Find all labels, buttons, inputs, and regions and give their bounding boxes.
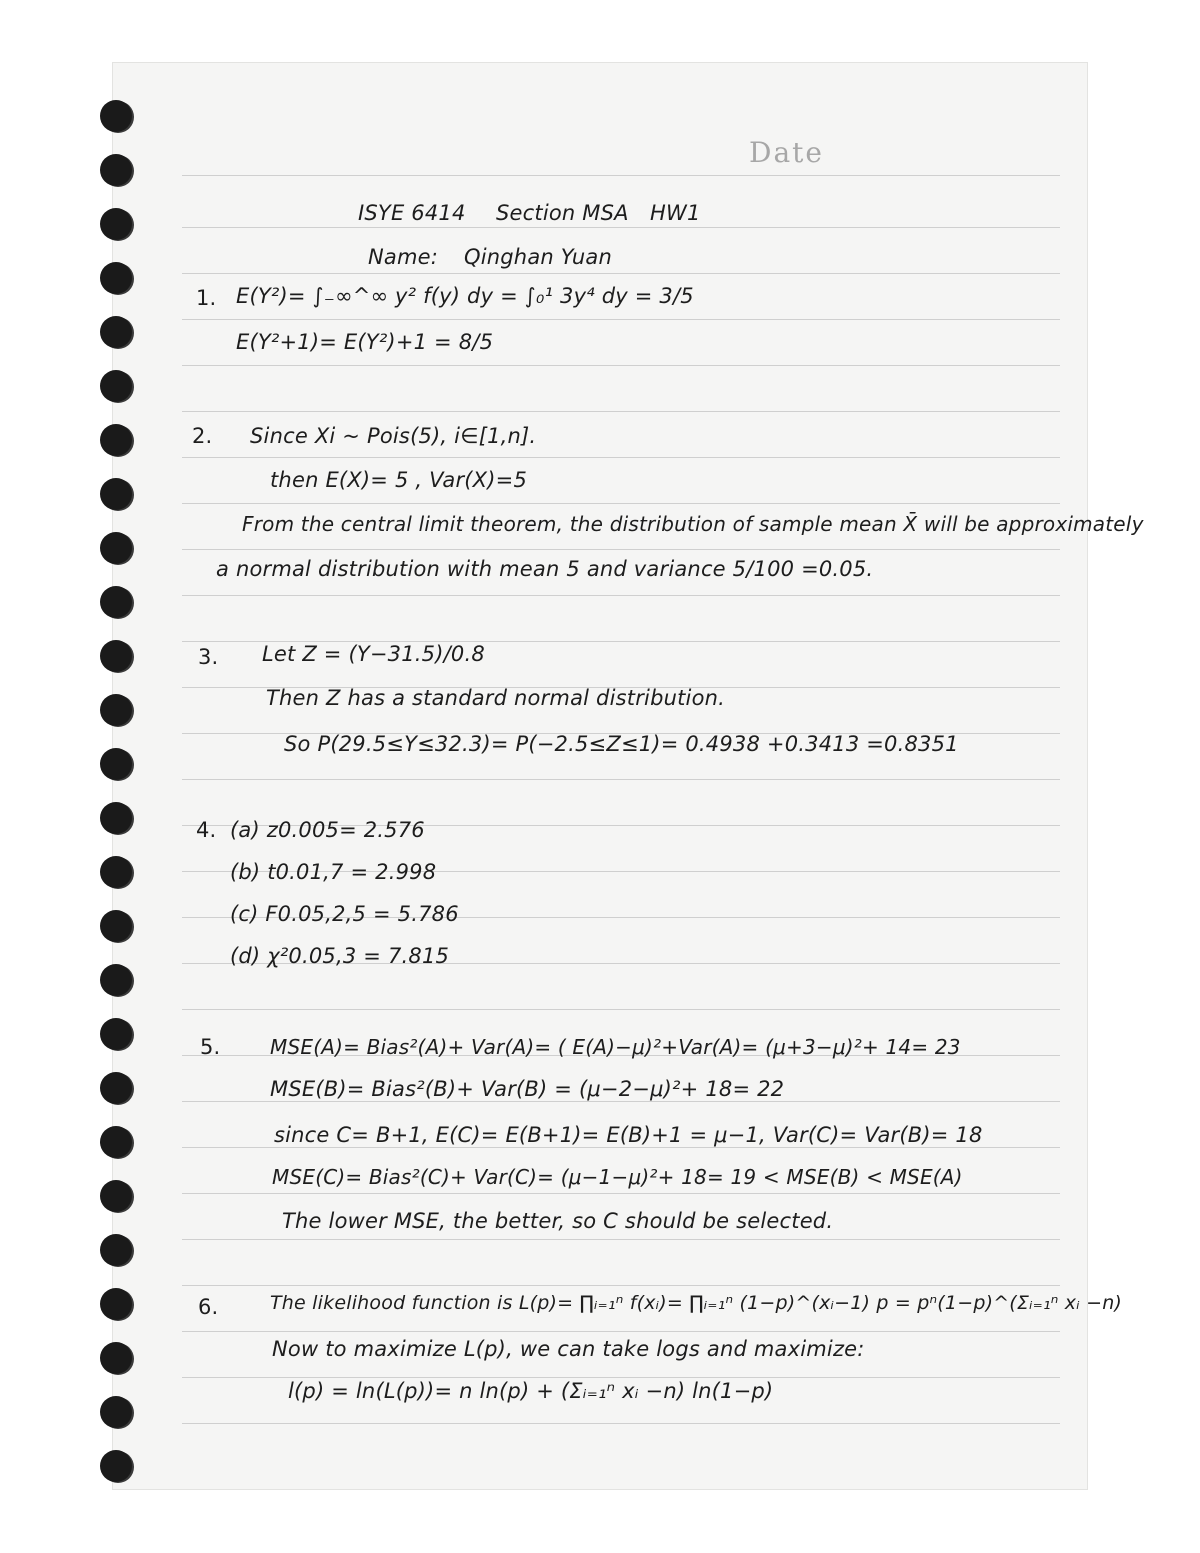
problem-2-line-1: Since Xi ~ Pois(5), i∈[1,n].	[250, 424, 537, 448]
problem-5-line-3: since C= B+1, E(C)= E(B+1)= E(B)+1 = μ−1, Var(C)= Var(B)= 18	[274, 1123, 983, 1147]
binder-hole	[100, 424, 132, 456]
binder-hole	[100, 1234, 132, 1266]
problem-number: 4.	[196, 818, 217, 842]
problem-number: 3.	[198, 645, 219, 669]
binder-hole	[100, 208, 132, 240]
ruled-line	[182, 175, 1060, 176]
binder-hole	[100, 802, 132, 834]
ruled-line	[182, 1377, 1060, 1378]
problem-6-line-3: l(p) = ln(L(p))= n ln(p) + (Σᵢ₌₁ⁿ xᵢ −n) ln(1−p)	[288, 1379, 774, 1403]
binder-hole	[100, 532, 132, 564]
problem-4-line-4: (d) χ²0.05,3 = 7.815	[230, 944, 450, 968]
binder-hole	[100, 1018, 132, 1050]
problem-2-line-4: a normal distribution with mean 5 and variance 5/100 =0.05.	[216, 557, 874, 581]
ruled-line	[182, 457, 1060, 458]
problem-3-line-2: Then Z has a standard normal distribution.	[266, 686, 726, 710]
problem-3-line-3: So P(29.5≤Y≤32.3)= P(−2.5≤Z≤1)= 0.4938 +0.3413 =0.8351	[284, 732, 959, 756]
binder-hole	[100, 1180, 132, 1212]
binder-hole	[100, 586, 132, 618]
ruled-line	[182, 1285, 1060, 1286]
binder-hole	[100, 478, 132, 510]
ruled-line	[182, 1239, 1060, 1240]
date-label: Date	[749, 136, 824, 169]
ruled-line	[182, 779, 1060, 780]
problem-number: 6.	[198, 1295, 219, 1319]
binder-hole	[100, 910, 132, 942]
name-label: Name:	[368, 245, 439, 269]
ruled-line	[182, 1009, 1060, 1010]
problem-number: 2.	[192, 424, 213, 448]
binder-hole	[100, 154, 132, 186]
ruled-line	[182, 227, 1060, 228]
problem-number: 1.	[196, 286, 217, 310]
binder-hole	[100, 748, 132, 780]
problem-4-line-3: (c) F0.05,2,5 = 5.786	[230, 902, 459, 926]
binder-hole	[100, 1288, 132, 1320]
problem-4-line-1: (a) z0.005= 2.576	[230, 818, 425, 842]
binder-hole	[100, 316, 132, 348]
binder-hole	[100, 1342, 132, 1374]
name-value: Qinghan Yuan	[464, 245, 612, 269]
problem-2-line-3: From the central limit theorem, the distribution of sample mean X̄ will be approximately	[242, 512, 1144, 536]
ruled-line	[182, 319, 1060, 320]
problem-number: 5.	[200, 1035, 221, 1059]
binder-hole	[100, 964, 132, 996]
binder-hole	[100, 370, 132, 402]
ruled-line	[182, 1193, 1060, 1194]
binder-hole	[100, 1126, 132, 1158]
problem-5-line-5: The lower MSE, the better, so C should be selected.	[282, 1209, 834, 1233]
binder-hole	[100, 694, 132, 726]
binder-hole	[100, 100, 132, 132]
ruled-line	[182, 365, 1060, 366]
course-code: ISYE 6414	[358, 201, 466, 225]
binder-hole	[100, 262, 132, 294]
ruled-line	[182, 595, 1060, 596]
problem-6-line-1: The likelihood function is L(p)= ∏ᵢ₌₁ⁿ f(xᵢ)= ∏ᵢ₌₁ⁿ (1−p)^(xᵢ−1) p = pⁿ(1−p)^(Σᵢ₌₁ⁿ xᵢ −n)	[270, 1292, 1123, 1314]
problem-5-line-2: MSE(B)= Bias²(B)+ Var(B) = (μ−2−μ)²+ 18= 22	[270, 1077, 785, 1101]
ruled-line	[182, 273, 1060, 274]
problem-5-line-4: MSE(C)= Bias²(C)+ Var(C)= (μ−1−μ)²+ 18= 19 < MSE(B) < MSE(A)	[272, 1165, 963, 1189]
ruled-line	[182, 411, 1060, 412]
section-label: Section MSA	[496, 201, 629, 225]
assignment-label: HW1	[650, 201, 701, 225]
problem-5-line-1: MSE(A)= Bias²(A)+ Var(A)= ( E(A)−μ)²+Var(A)= (μ+3−μ)²+ 14= 23	[270, 1035, 961, 1059]
ruled-line	[182, 1331, 1060, 1332]
binder-hole	[100, 640, 132, 672]
binder-hole	[100, 1450, 132, 1482]
ruled-line	[182, 503, 1060, 504]
ruled-line	[182, 1101, 1060, 1102]
problem-4-line-2: (b) t0.01,7 = 2.998	[230, 860, 437, 884]
binder-hole	[100, 856, 132, 888]
binder-hole	[100, 1072, 132, 1104]
problem-6-line-2: Now to maximize L(p), we can take logs and maximize:	[272, 1337, 865, 1361]
ruled-line	[182, 1147, 1060, 1148]
binder-hole	[100, 1396, 132, 1428]
ruled-line	[182, 549, 1060, 550]
problem-1-line-1: E(Y²)= ∫₋∞^∞ y² f(y) dy = ∫₀¹ 3y⁴ dy = 3/5	[236, 284, 694, 308]
problem-3-line-1: Let Z = (Y−31.5)/0.8	[262, 642, 485, 666]
notebook-page	[112, 62, 1088, 1490]
ruled-line	[182, 1423, 1060, 1424]
problem-1-line-2: E(Y²+1)= E(Y²)+1 = 8/5	[236, 330, 494, 354]
problem-2-line-2: then E(X)= 5 , Var(X)=5	[270, 468, 527, 492]
